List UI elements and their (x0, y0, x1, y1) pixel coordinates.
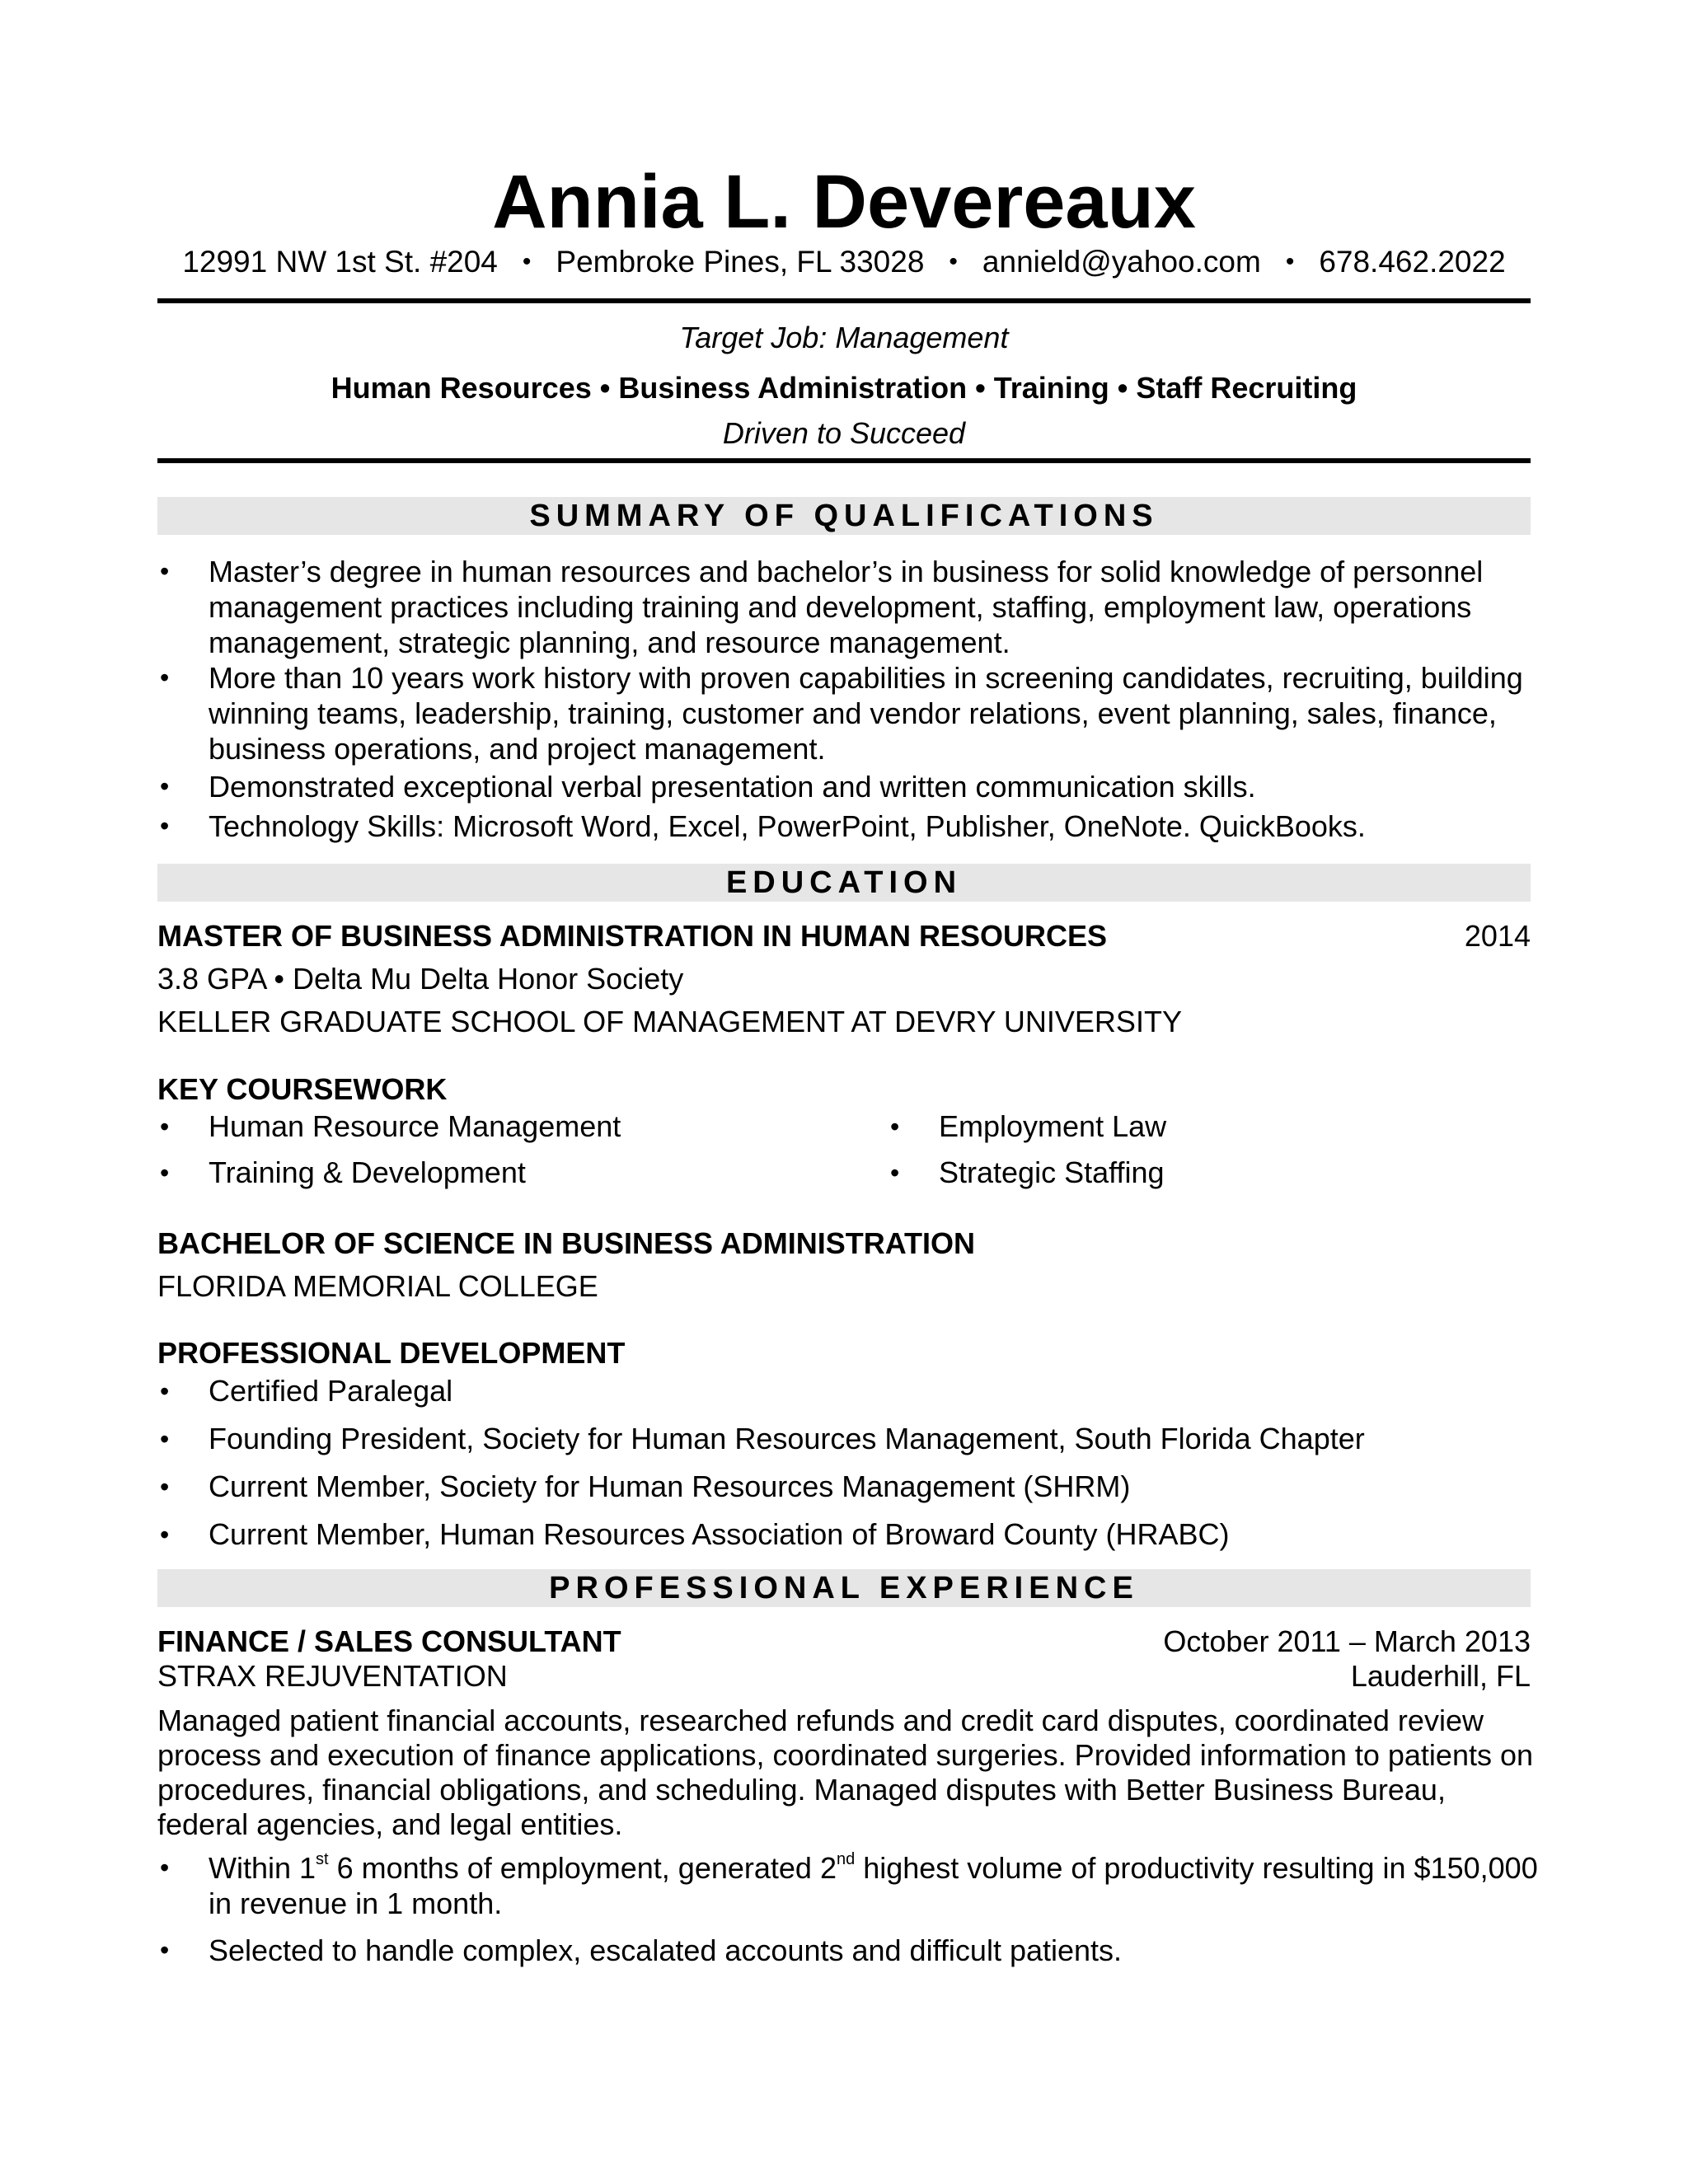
development-item: • Current Member, Human Resources Association of Broward County (HRABC) (160, 1517, 1230, 1551)
list-item: • Selected to handle complex, escalated accounts and difficult patients. (160, 1933, 1123, 1967)
bullet: • (160, 811, 170, 841)
list-item: • Technology Skills: Microsoft Word, Excel, PowerPoint, Publisher, OneNote. QuickBooks. (160, 809, 1366, 843)
divider-bottom (157, 458, 1531, 463)
coursework-title: KEY COURSEWORK (157, 1072, 448, 1106)
coursework-item: • Employment Law (890, 1109, 1167, 1143)
list-item: • Within 1st 6 months of employment, generated 2nd highest volume of productivity resulting in $150,000 in revenue in 1 month. (160, 1850, 1538, 1920)
mba-year: 2014 (1464, 919, 1531, 953)
separator: • (1285, 248, 1295, 275)
target-job: Target Job: Management (679, 321, 1009, 354)
coursework-item: • Strategic Staffing (890, 1155, 1165, 1189)
job-title: FINANCE / SALES CONSULTANT (157, 1624, 621, 1658)
development-title: PROFESSIONAL DEVELOPMENT (157, 1336, 626, 1370)
phone: 678.462.2022 (1319, 245, 1506, 279)
candidate-name: Annia L. Devereaux (492, 160, 1196, 244)
bs-school: FLORIDA MEMORIAL COLLEGE (157, 1269, 598, 1303)
section-summary-title: SUMMARY OF QUALIFICATIONS (157, 497, 1531, 535)
mba-honors: 3.8 GPA • Delta Mu Delta Honor Society (157, 962, 684, 996)
summary-list (157, 554, 1542, 844)
job-description: Managed patient financial accounts, researched refunds and credit card disputes, coordinated review process and execution of finance applications, coordinated surgeries. Provided information to patients on procedures, financial obligations, and scheduling. Managed disputes with Better Business Bureau, federal agencies, and legal entities. (157, 1704, 1534, 1841)
target-keywords: Human Resources • Business Administration • Training • Staff Recruiting (331, 371, 1357, 405)
bullet: • (160, 771, 170, 801)
list-item: • Demonstrated exceptional verbal presentation and written communication skills. (160, 770, 1256, 804)
separator: • (522, 248, 532, 275)
development-item: • Certified Paralegal (160, 1374, 453, 1408)
mba-degree: MASTER OF BUSINESS ADMINISTRATION IN HUMAN RESOURCES (157, 919, 1108, 953)
contact-line (0, 243, 1688, 284)
city: Pembroke Pines, FL 33028 (556, 245, 925, 279)
divider-top (157, 298, 1531, 303)
job-achievements (157, 1850, 1542, 1968)
email-link[interactable]: annield@yahoo.com (982, 245, 1261, 279)
coursework-item: • Human Resource Management (160, 1109, 621, 1143)
list-item: • Master’s degree in human resources and bachelor’s in business for solid knowledge of personnel management practices including training and development, staffing, employment law, operations management, strategic planning, and resource management. (160, 555, 1484, 659)
tagline: Driven to Succeed (722, 416, 966, 450)
job-dates: October 2011 – March 2013 (1163, 1624, 1531, 1658)
mba-school: KELLER GRADUATE SCHOOL OF MANAGEMENT AT DEVRY UNIVERSITY (157, 1005, 1182, 1038)
coursework-item: • Training & Development (160, 1155, 526, 1189)
bullet: • (160, 556, 170, 586)
job-location: Lauderhill, FL (1350, 1659, 1531, 1693)
list-item: • More than 10 years work history with proven capabilities in screening candidates, recruiting, building winning teams, leadership, training, customer and vendor relations, event planning, sales, finance, business operations, and project management. (160, 661, 1523, 766)
bs-degree: BACHELOR OF SCIENCE IN BUSINESS ADMINISTRATION (157, 1226, 976, 1260)
bullet: • (160, 663, 170, 692)
address: 12991 NW 1st St. #204 (182, 245, 498, 279)
separator: • (949, 248, 958, 275)
job-company: STRAX REJUVENTATION (157, 1659, 508, 1693)
section-education-title: EDUCATION (157, 864, 1531, 902)
section-experience-title: PROFESSIONAL EXPERIENCE (157, 1569, 1531, 1607)
development-item: • Current Member, Society for Human Resources Management (SHRM) (160, 1469, 1131, 1503)
development-item: • Founding President, Society for Human Resources Management, South Florida Chapter (160, 1422, 1365, 1455)
